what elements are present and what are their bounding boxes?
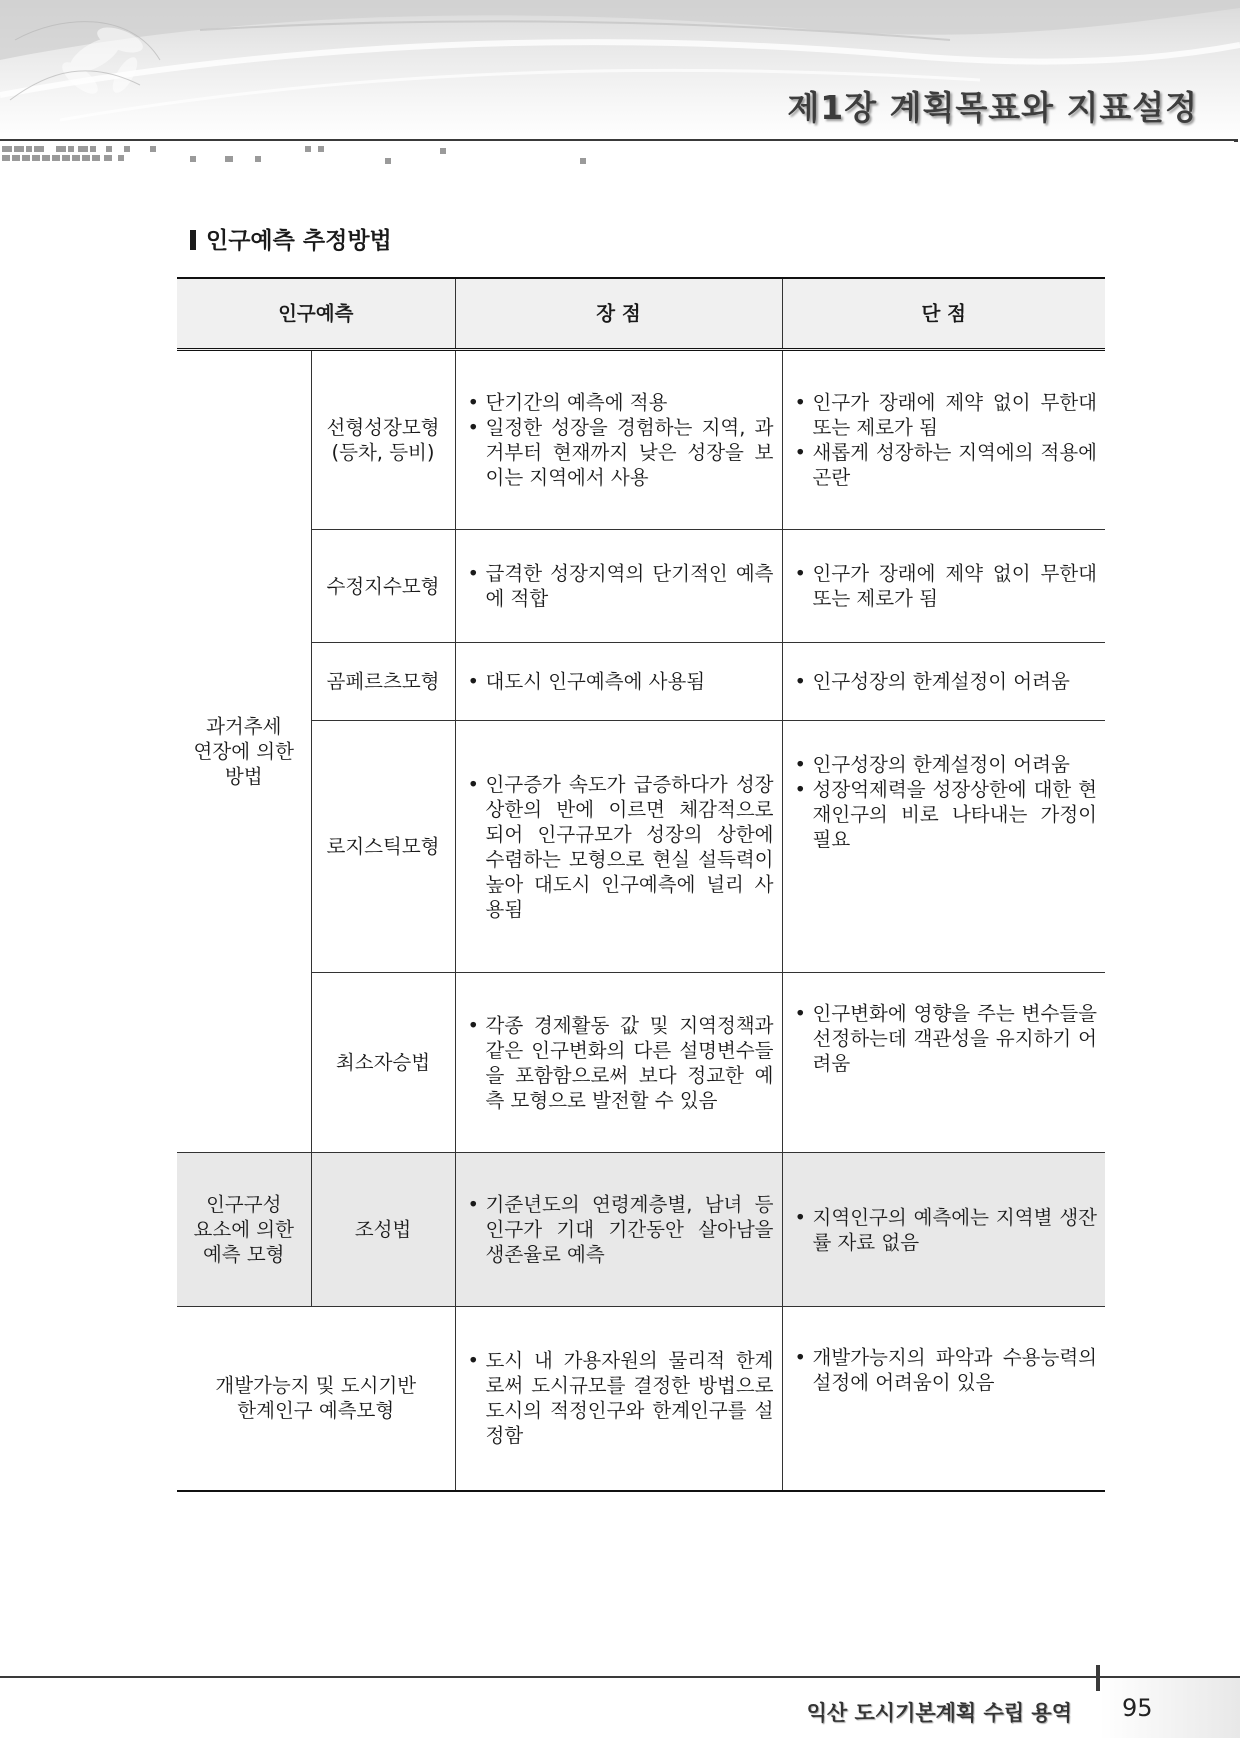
disadvantages-cell <box>782 1153 1105 1307</box>
pixel-decoration <box>0 144 600 166</box>
list-item: • 급격한 성장지역의 단기적인 예측에 적합 <box>468 561 774 611</box>
header-advantages: 장 점 <box>455 278 782 350</box>
disadvantages-cell <box>782 721 1105 973</box>
header-method: 인구예측 <box>177 278 455 350</box>
disadvantages-cell <box>782 973 1105 1153</box>
model-name: 조성법 <box>311 1153 455 1307</box>
list-item: • 인구가 장래에 제약 없이 무한대 또는 제로가 됨 <box>795 561 1098 611</box>
disadvantages-cell <box>782 530 1105 643</box>
model-name: 수정지수모형 <box>311 530 455 643</box>
header-disadvantages: 단 점 <box>782 278 1105 350</box>
advantages-cell <box>455 643 782 721</box>
table-row <box>177 721 1105 973</box>
table-row <box>177 530 1105 643</box>
disadvantages-cell <box>782 350 1105 530</box>
report-title: 익산 도시기본계획 수립 용역 <box>806 1701 1072 1725</box>
group-component: 인구구성 요소에 의한 예측 모형 <box>177 1153 311 1307</box>
disadvantages-cell <box>782 643 1105 721</box>
group-past-trend: 과거추세 연장에 의한 방법 <box>177 350 311 1153</box>
population-forecast-table <box>177 277 1105 1492</box>
list-item: • 기준년도의 연령계층별, 남녀 등 인구가 기대 기간동안 살아남을 생존율로 예측 <box>468 1192 774 1267</box>
header-rule-tick <box>1234 139 1238 142</box>
footer-divider-bar <box>1096 1665 1100 1691</box>
list-item: • 인구성장의 한계설정이 어려움 <box>795 752 1098 777</box>
model-name: 개발가능지 및 도시기반 한계인구 예측모형 <box>177 1307 455 1491</box>
list-item: • 각종 경제활동 값 및 지역정책과 같은 인구변화의 다른 설명변수들을 포함함으로써 보다 정교한 예측 모형으로 발전할 수 있음 <box>468 1013 774 1113</box>
list-item: • 대도시 인구예측에 사용됨 <box>468 669 774 694</box>
table-row <box>177 643 1105 721</box>
list-item: • 인구변화에 영향을 주는 변수들을 선정하는데 객관성을 유지하기 어려움 <box>795 1001 1098 1076</box>
table-row <box>177 973 1105 1153</box>
advantages-cell <box>455 350 782 530</box>
list-item: • 성장억제력을 성장상한에 대한 현재인구의 비로 나타내는 가정이 필요 <box>795 777 1098 852</box>
model-name: 최소자승법 <box>311 973 455 1153</box>
section-title <box>190 222 392 255</box>
list-item: • 인구가 장래에 제약 없이 무한대 또는 제로가 됨 <box>795 390 1098 440</box>
advantages-cell <box>455 1153 782 1307</box>
footer-rule <box>0 1676 1240 1678</box>
section-marker-icon <box>190 230 196 250</box>
list-item: • 새롭게 성장하는 지역에의 적용에 곤란 <box>795 440 1098 490</box>
advantages-cell <box>455 1307 782 1491</box>
chapter-title: 제1장 계획목표와 지표설정 <box>787 88 1198 127</box>
list-item: • 일정한 성장을 경험하는 지역, 과거부터 현재까지 낮은 성장을 보이는 지역에서 사용 <box>468 415 774 490</box>
section-title-text: 인구예측 추정방법 <box>206 228 392 254</box>
list-item: • 도시 내 가용자원의 물리적 한계로써 도시규모를 결정한 방법으로 도시의 적정인구와 한계인구를 설정함 <box>468 1348 774 1448</box>
header-rule <box>0 139 1238 141</box>
table-row <box>177 1153 1105 1307</box>
advantages-cell <box>455 530 782 643</box>
advantages-cell <box>455 973 782 1153</box>
list-item: • 개발가능지의 파악과 수용능력의 설정에 어려움이 있음 <box>795 1345 1098 1395</box>
model-name: 곰페르츠모형 <box>311 643 455 721</box>
table-row <box>177 1307 1105 1491</box>
model-name: 선형성장모형 (등차, 등비) <box>311 350 455 530</box>
list-item: • 인구증가 속도가 급증하다가 성장 상한의 반에 이르면 체감적으로 되어 인구규모가 성장의 상한에 수렴하는 모형으로 현실 설득력이 높아 대도시 인구예측에 널리 사용됨 <box>468 772 774 922</box>
model-name: 로지스틱모형 <box>311 721 455 973</box>
list-item: • 지역인구의 예측에는 지역별 생잔률 자료 없음 <box>795 1205 1098 1255</box>
page-number: 95 <box>1122 1694 1153 1722</box>
footer-page-box <box>1100 1678 1240 1738</box>
advantages-cell <box>455 721 782 973</box>
list-item: • 단기간의 예측에 적용 <box>468 390 774 415</box>
table-row <box>177 350 1105 530</box>
disadvantages-cell <box>782 1307 1105 1491</box>
list-item: • 인구성장의 한계설정이 어려움 <box>795 669 1098 694</box>
table-header-row <box>177 278 1105 350</box>
